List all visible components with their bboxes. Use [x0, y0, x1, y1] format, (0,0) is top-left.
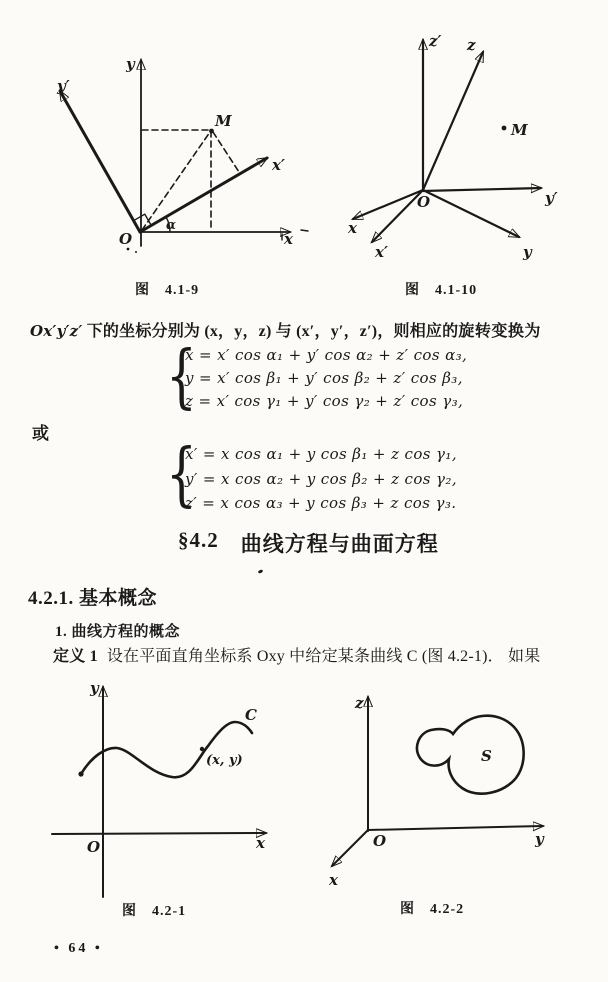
- x-axis-label: x: [329, 871, 338, 889]
- ink-speck: [258, 569, 264, 574]
- y-prime-label: y′: [57, 77, 70, 95]
- point-m-dot: [209, 129, 214, 134]
- equation-line: y = x′ cos β₁ + y′ cos β₂ + z′ cos β₃,: [185, 369, 463, 387]
- curve-c-label: C: [245, 706, 257, 724]
- x-prime-label: x′: [272, 156, 285, 174]
- y-axis: [423, 190, 519, 237]
- z-prime-label: z′: [429, 32, 442, 50]
- section-heading: [178, 528, 439, 558]
- figure-4-1-10: [300, 25, 565, 265]
- y-axis: [368, 826, 543, 830]
- origin-label: O: [119, 230, 133, 248]
- x-axis: [52, 833, 266, 834]
- equations-inverse-lines: [185, 442, 457, 516]
- y-axis-label: y: [523, 243, 532, 261]
- ink-speck: [127, 248, 130, 251]
- x-axis: [332, 830, 368, 866]
- equations-forward-lines: [185, 344, 467, 413]
- intro-body-text: 下的坐标分别为 (x，y，z) 与 (x′，y′，z′)，则相应的: [82, 323, 459, 340]
- y-axis-label: y: [126, 55, 135, 73]
- angle-alpha-label: α: [166, 218, 177, 233]
- coord-system-symbol: Ox′y′z′: [30, 322, 83, 340]
- equation-line: y′ = x cos α₂ + y cos β₂ + z cos γ₂,: [185, 469, 457, 488]
- x-prime-axis: [140, 158, 267, 232]
- equation-line: z′ = x cos α₃ + y cos β₃ + z cos γ₃.: [185, 494, 457, 512]
- equation-line: x′ = x cos α₁ + y cos β₁ + z cos γ₁,: [185, 445, 457, 463]
- left-brace: {: [166, 335, 197, 417]
- list-heading: 1. 曲线方程的概念: [55, 624, 181, 640]
- figure-4-1-9-caption: 图 4.1-9: [135, 283, 200, 298]
- dashed-perpendicular: [213, 132, 239, 172]
- connector-word: 或: [32, 424, 49, 443]
- y-axis-label: y: [90, 679, 99, 697]
- x-prime-label: x′: [375, 243, 388, 261]
- page-number: • 64 •: [54, 941, 103, 956]
- subsection-heading: 4.2.1. 基本概念: [28, 588, 158, 609]
- origin-label: O: [373, 832, 387, 850]
- x-axis-label: x: [284, 230, 293, 248]
- figure-4-2-1-caption: 图 4.2-1: [122, 904, 187, 919]
- x-prime-axis: [372, 190, 423, 242]
- figure-4-2-1: [45, 675, 285, 903]
- dashed-radius: [142, 132, 210, 230]
- origin-label: O: [87, 838, 101, 856]
- x-axis-label: x: [348, 219, 357, 237]
- intro-paragraph: [30, 318, 541, 341]
- x-axis: [353, 190, 423, 219]
- z-axis-label: z: [355, 694, 364, 712]
- scan-artifact-dash: [301, 230, 308, 231]
- figure-4-1-9: [40, 45, 300, 260]
- origin-label: O: [417, 193, 431, 211]
- figure-4-2-2-caption: 图 4.2-2: [400, 902, 465, 917]
- definition-line: [53, 643, 540, 666]
- section-title: 曲线方程与曲面方程: [240, 532, 439, 556]
- rotation-transform-term: 旋转变换为: [458, 323, 541, 340]
- definition-label: 定义 1: [53, 648, 98, 665]
- z-axis: [423, 52, 483, 190]
- figure-4-2-2: [310, 675, 565, 903]
- equation-line: x = x′ cos α₁ + y′ cos α₂ + z′ cos α₃,: [185, 346, 468, 364]
- point-xy-dot: [200, 747, 204, 751]
- y-prime-label: y′: [545, 189, 558, 207]
- figure-4-1-10-caption: 图 4.1-10: [405, 283, 478, 298]
- point-m-label: M: [511, 121, 528, 139]
- curve-endpoint-dot: [78, 771, 83, 776]
- z-axis-label: z: [467, 36, 476, 54]
- ink-speck: [135, 251, 137, 253]
- definition-text: 设在平面直角坐标系 Oxy 中给定某条曲线 C (图 4.2-1)． 如果: [106, 648, 541, 665]
- point-m-dot: [502, 126, 507, 131]
- surface-s-outline: [417, 716, 524, 794]
- curve-c: [81, 722, 252, 777]
- equation-line: z = x′ cos γ₁ + y′ cos γ₂ + z′ cos γ₃,: [185, 392, 464, 410]
- point-xy-label: (x, y): [206, 753, 243, 768]
- left-brace: {: [166, 433, 197, 515]
- y-prime-axis: [423, 188, 541, 191]
- surface-s-label: S: [481, 747, 492, 765]
- y-axis-label: y: [535, 830, 544, 848]
- x-axis-label: x: [256, 834, 265, 852]
- y-prime-axis: [60, 91, 140, 232]
- section-number: §4.2: [178, 528, 219, 552]
- point-m-label: M: [215, 112, 232, 130]
